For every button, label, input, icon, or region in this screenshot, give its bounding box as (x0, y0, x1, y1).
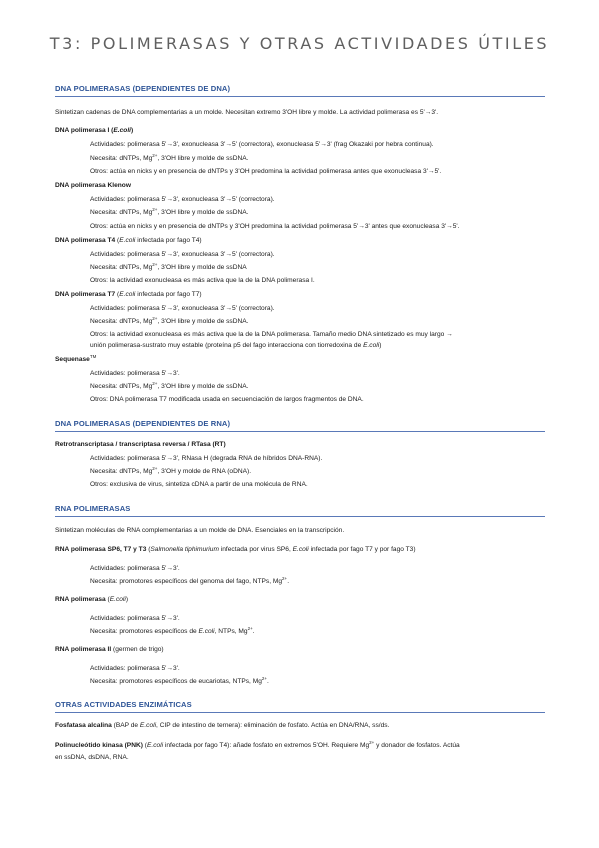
section-heading-dna-dependent-rna: DNA POLIMERASAS (DEPENDIENTES DE RNA) (55, 419, 545, 432)
requirements-text (90, 315, 249, 326)
host-text: infectada por virus SP6, (218, 546, 293, 553)
enzyme-name: Sequenase (55, 356, 90, 363)
organism: E.coli (139, 722, 157, 729)
enzyme-heading-t7 (55, 291, 202, 299)
req-sup: 2+ (152, 465, 158, 471)
activities-text: Actividades: polimerasa 5'→3'. (90, 370, 180, 377)
paren-open: ( (146, 546, 151, 553)
host-text: infectada por fago T7 y por fago T3) (308, 546, 416, 553)
enzyme-name: RNA polimerasa II (55, 646, 112, 653)
activities-text: Actividades: polimerasa 5'→3', exonucleasa 3'→5' (correctora), exonucleasa 5'→3' (frag Okazaki por hebra continua). (90, 141, 434, 148)
enzyme-fosfatasa-line (55, 722, 389, 730)
other-text: Otros: exclusiva de virus, sintetiza cDNA a partir de una molécula de RNA. (90, 481, 308, 488)
activities-text: Actividades: polimerasa 5'→3', RNasa H (degrada RNA de híbridos DNA-RNA). (90, 455, 323, 462)
activities-text: Actividades: polimerasa 5'→3', exonucleasa 3'→5' (correctora). (90, 305, 275, 312)
req-b: , 3'OH libre y molde de ssDNA. (157, 318, 249, 325)
enzyme-name-close: ) (130, 127, 134, 134)
other-text: Otros: actúa en nicks y en presencia de dNTPs y 3'OH predomina la actividad polimerasa antes que exonucleasa 3'→5'. (90, 168, 442, 175)
req-b: . (287, 578, 290, 585)
other-text: Otros: DNA polimerasa T7 modificada usada en secuenciación de largos fragmentos de DNA. (90, 396, 364, 403)
organism: E.coli (292, 546, 309, 553)
section-heading-other-activities: OTRAS ACTIVIDADES ENZIMÁTICAS (55, 700, 545, 713)
section-heading-dna-dependent-dna: DNA POLIMERASAS (DEPENDIENTES DE DNA) (55, 84, 545, 97)
req-sup: 2+ (369, 739, 375, 745)
paren-open: ( (105, 596, 110, 603)
req-sup: 2+ (152, 261, 158, 267)
req-sup: 2+ (152, 206, 158, 212)
paren-close: ) (125, 596, 129, 603)
req-a: Necesita: promotores específicos de (90, 628, 199, 635)
paren-open: ( (115, 291, 120, 298)
requirements-text (90, 152, 249, 163)
req-sup: 2+ (282, 575, 288, 581)
activities-text: Actividades: polimerasa 5'→3', exonucleasa 3'→5' (correctora). (90, 251, 275, 258)
requirements-text (90, 465, 252, 476)
enzyme-pnk-line-2: en ssDNA, dsDNA, RNA. (55, 754, 129, 761)
req-a: Necesita: dNTPs, Mg (90, 468, 153, 475)
req-b: . (267, 678, 269, 685)
enzyme-name: Retrotranscriptasa / transcriptasa reversa / RTasa (RT) (55, 441, 226, 448)
intro-text: Sintetizan moléculas de RNA complementarias a un molde de DNA. Esenciales en la transcripción. (55, 527, 345, 534)
requirements-text (90, 261, 247, 272)
other-text: Otros: actúa en nicks y en presencia de dNTPs y 3'OH predomina la actividad polimerasa 5'→3' antes que exonucleasa 3'→5'. (90, 223, 460, 230)
host-text: infectada por fago T7) (135, 291, 202, 298)
enzyme-heading-t4 (55, 237, 202, 245)
enzyme-name: DNA polimerasa I ( (55, 127, 114, 134)
enzyme-name: Polinucleótido kinasa (PNK) (55, 742, 143, 749)
enzyme-heading-rna-pol-ecoli (55, 596, 128, 604)
enzyme-heading-rt (55, 441, 226, 449)
req-sup: 2+ (152, 380, 158, 386)
desc-a: (BAP de (111, 722, 140, 729)
requirements-text (90, 206, 249, 217)
activities-text: Actividades: polimerasa 5'→3'. (90, 565, 180, 572)
enzyme-heading-rna-pol-ii (55, 646, 164, 654)
organism: E.coli (119, 237, 136, 244)
req-b: , NTPs, Mg (214, 628, 248, 635)
enzyme-name: DNA polimerasa T4 (55, 237, 116, 244)
intro-text: Sintetizan cadenas de DNA complementarias a un molde. Necesitan extremo 3'OH libre y molde. La actividad polimerasa es 5'→3'. (55, 109, 439, 116)
source-text: (germen de trigo) (111, 646, 164, 653)
organism: Salmonella tiphimurium (150, 546, 219, 553)
activities-text: Actividades: polimerasa 5'→3'. (90, 665, 180, 672)
paren-open: ( (115, 237, 120, 244)
req-b: , 3'OH libre y molde de ssDNA. (157, 209, 249, 216)
organism: E.coli (363, 342, 380, 349)
organism: E.coli (113, 127, 131, 134)
other-text: Otros: la actividad exonucleasa es más activa que la de la DNA polimerasa. Tamaño medio DNA sintetizado es muy largo → (90, 331, 453, 338)
requirements-text (90, 380, 249, 391)
other-b: ) (379, 342, 382, 349)
enzyme-name: Fosfatasa alcalina (55, 722, 112, 729)
page-title: T3: POLIMERASAS Y OTRAS ACTIVIDADES ÚTILES (49, 34, 550, 53)
req-b: , 3'OH libre y molde de ssDNA. (157, 155, 249, 162)
enzyme-heading-klenow (55, 182, 131, 190)
req-c: . (252, 628, 255, 635)
enzyme-name: DNA polimerasa Klenow (55, 182, 131, 189)
activities-text: Actividades: polimerasa 5'→3'. (90, 615, 180, 622)
other-a: unión polimerasa-sustrato muy estable (proteína p5 del fago interacciona con tiorredoxina de (90, 342, 364, 349)
req-sup: 2+ (152, 315, 158, 321)
requirements-text (90, 675, 269, 686)
requirements-text (90, 625, 255, 636)
req-sup: 2+ (152, 152, 158, 158)
req-a: Necesita: dNTPs, Mg (90, 318, 153, 325)
enzyme-name: DNA polimerasa T7 (55, 291, 116, 298)
requirements-text (90, 575, 290, 586)
desc-a: ( (142, 742, 147, 749)
organism: E.coli (119, 291, 136, 298)
desc-c: y donador de fosfatos. Actúa (374, 742, 460, 749)
host-text: infectada por fago T4) (135, 237, 202, 244)
organism: E.coli (146, 742, 164, 749)
enzyme-heading-sequenase (55, 353, 97, 364)
organism: E.coli (198, 628, 215, 635)
enzyme-name: RNA polimerasa SP6, T7 y T3 (55, 546, 147, 553)
req-a: Necesita: promotores específicos de eucariotas, NTPs, Mg (90, 678, 262, 685)
req-b: , 3'OH libre y molde de ssDNA (157, 264, 247, 271)
req-a: Necesita: dNTPs, Mg (90, 264, 153, 271)
req-a: Necesita: dNTPs, Mg (90, 383, 153, 390)
req-a: Necesita: promotores específicos del genoma del fago, NTPs, Mg (90, 578, 283, 585)
req-sup: 2+ (247, 625, 253, 631)
enzyme-pnk-line (55, 739, 460, 750)
enzyme-name: RNA polimerasa (55, 596, 106, 603)
section-heading-rna-polymerases: RNA POLIMERASAS (55, 504, 545, 517)
activities-text: Actividades: polimerasa 5'→3', exonucleasa 3'→5' (correctora). (90, 196, 275, 203)
trademark: TM (89, 353, 97, 359)
desc-b: , CIP de intestino de ternera): eliminación de fosfato. Actúa en DNA/RNA, ss/ds. (156, 722, 390, 729)
req-a: Necesita: dNTPs, Mg (90, 209, 153, 216)
enzyme-heading-sp6-t7-t3 (55, 546, 416, 554)
enzyme-heading-dna-pol-i (55, 127, 133, 135)
req-a: Necesita: dNTPs, Mg (90, 155, 153, 162)
req-sup: 2+ (261, 675, 268, 681)
other-text: Otros: la actividad exonucleasa es más activa que la de la DNA polimerasa I. (90, 277, 315, 284)
req-b: , 3'OH y molde de RNA (oDNA). (157, 468, 252, 475)
organism: E.coli (109, 596, 126, 603)
desc-b: infectada por fago T4): añade fosfato en extremos 5'OH. Requiere Mg (163, 742, 370, 749)
other-text-continued (90, 342, 381, 350)
req-b: , 3'OH libre y molde de ssDNA. (157, 383, 249, 390)
